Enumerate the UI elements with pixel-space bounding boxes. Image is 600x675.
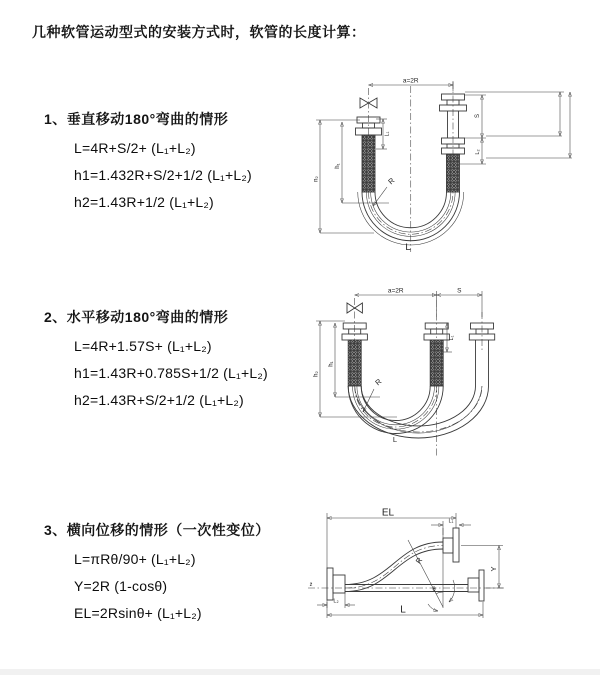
dim-label-s: S — [457, 287, 462, 295]
dim-label-l1: L₁ — [384, 131, 391, 137]
page-bottom-edge — [0, 669, 600, 675]
length-label: L — [405, 242, 411, 253]
formula-EL: EL=2Rsinθ+ (L₁+L₂) — [74, 605, 202, 621]
angle-label: θ — [432, 587, 436, 593]
diagram2-drawing — [312, 284, 584, 464]
dim-label-h2: h₂ — [313, 371, 320, 377]
angle-arrow — [428, 604, 438, 611]
formula-h1: h1=1.432R+S/2+1/2 (L₁+L₂) — [74, 167, 252, 183]
formula-h1: h1=1.43R+0.785S+1/2 (L₁+L₂) — [74, 365, 268, 381]
dim-label-l: L — [400, 604, 406, 616]
dim-label-l1: L₁ — [449, 335, 455, 341]
section-heading: 3、横向位移的情形（一次性变位） — [44, 522, 270, 538]
dim-label-a2r: a=2R — [387, 287, 404, 295]
radius-line — [408, 540, 443, 607]
angle-arc — [436, 592, 443, 594]
page-title: 几种软管运动型式的安装方式时，软管的长度计算： — [32, 24, 366, 40]
angle-arrow — [449, 580, 455, 602]
dim-label-h1: h₁ — [328, 361, 335, 367]
section-heading: 1、垂直移动180°弯曲的情形 — [44, 111, 229, 127]
diagram-horizontal-180 — [312, 284, 584, 469]
formula-L: L=4R+S/2+ (L₁+L₂) — [74, 140, 196, 156]
dim-label-y: Y — [489, 566, 498, 572]
section-horizontal-180 — [44, 308, 324, 414]
braided-hose-left — [348, 340, 361, 386]
braided-hose-middle — [430, 340, 443, 386]
braided-hose-left — [362, 135, 375, 192]
dim-label-a2r: a=2R — [402, 77, 419, 85]
diagram3-drawing — [300, 502, 592, 654]
section-vertical-180 — [44, 110, 324, 216]
diagram-vertical-180 — [314, 74, 576, 261]
formula-L: L=4R+1.57S+ (L₁+L₂) — [74, 338, 212, 354]
radius-label: R — [386, 175, 397, 187]
formula-h2: h2=1.43R+1/2 (L₁+L₂) — [74, 194, 214, 210]
hose-centerline-arc-moved — [355, 386, 482, 432]
formula-h2: h2=1.43R+S/2+1/2 (L₁+L₂) — [74, 392, 244, 408]
dim-label-h1: h₁ — [335, 163, 341, 169]
flange-top-moved — [443, 528, 459, 562]
dim-label-h2: h₂ — [314, 176, 320, 182]
dim-label-el: EL — [381, 507, 395, 519]
flange-left — [327, 568, 345, 600]
dim-label-s: S — [475, 113, 481, 119]
section-heading: 2、水平移动180°弯曲的情形 — [44, 309, 229, 325]
radius-label: R — [413, 555, 425, 566]
formula-L: L=πRθ/90+ (L₁+L₂) — [74, 551, 196, 567]
dim-label-l2: L₂ — [475, 149, 481, 155]
radius-label: R — [373, 376, 384, 388]
dim-label-l1: L₁ — [448, 518, 454, 525]
formula-Y: Y=2R (1-cosθ) — [74, 578, 168, 594]
dim-label-l2: L₂ — [333, 598, 339, 605]
diagram1-drawing — [314, 74, 576, 256]
length-label: L — [392, 435, 398, 444]
axis-mark: z̄ — [309, 582, 313, 588]
flange-right — [468, 570, 484, 601]
braided-hose-right — [447, 154, 460, 192]
section-lateral-displacement — [44, 521, 324, 627]
diagram-lateral-displacement — [300, 502, 592, 659]
